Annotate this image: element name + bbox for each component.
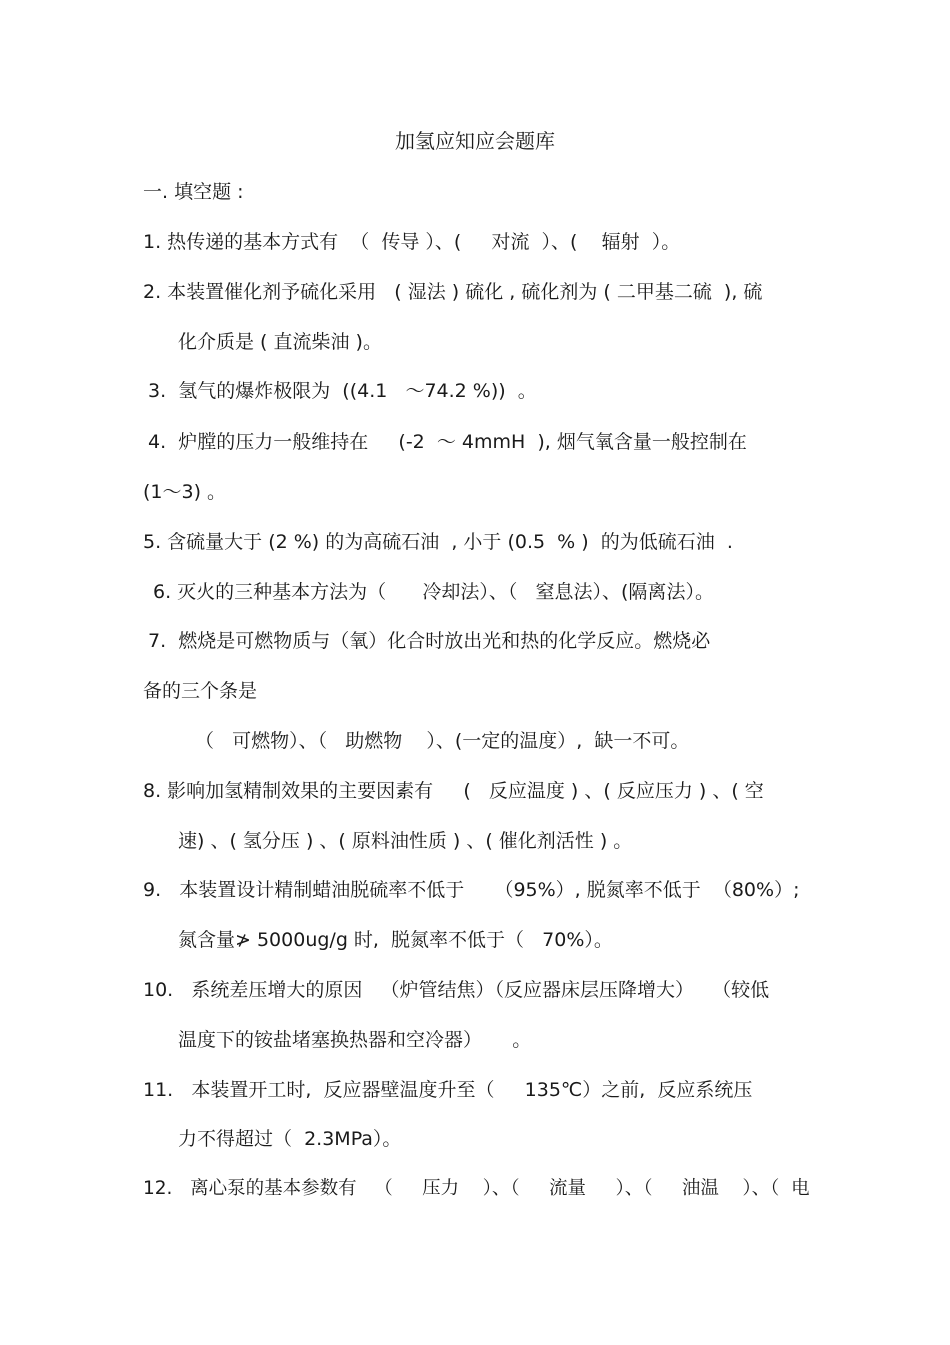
question-10: 10. 系统差压增大的原因 （炉管结焦）（反应器床层压降增大） （较低 (143, 979, 770, 1001)
question-6: 6. 灭火的三种基本方法为（ 冷却法）、（ 窒息法）、(隔离法）。 (153, 581, 714, 603)
section-heading: 一. 填空题 : (143, 181, 244, 203)
question-11: 11. 本装置开工时, 反应器壁温度升至（ 135℃）之前, 反应系统压 (143, 1079, 753, 1101)
question-7-answer: （ 可燃物）、（ 助燃物 ）、(一定的温度）, 缺一不可。 (195, 730, 690, 752)
question-4: 4. 炉膛的压力一般维持在 (-2 ～ 4mmH ), 烟气氧含量一般控制在 (148, 431, 747, 453)
question-7: 7. 燃烧是可燃物质与（氧）化合时放出光和热的化学反应。燃烧必 (148, 630, 711, 652)
question-8: 8. 影响加氢精制效果的主要因素有 ( 反应温度 ) 、( 反应压力 ) 、( 空 (143, 780, 764, 802)
document-title: 加氢应知应会题库 (395, 129, 555, 153)
question-10-continued: 温度下的铵盐堵塞换热器和空冷器） 。 (178, 1029, 532, 1051)
question-9: 9. 本装置设计精制蜡油脱硫率不低于 （95%）, 脱氮率不低于 （80%）; (143, 879, 800, 901)
question-1: 1. 热传递的基本方式有 （ 传导 ）、( 对流 ）、( 辐射 ）。 (143, 231, 681, 253)
question-2: 2. 本装置催化剂予硫化采用 ( 湿法 ) 硫化 , 硫化剂为 ( 二甲基二硫 ), 硫 (143, 281, 763, 303)
question-5: 5. 含硫量大于 (2 %) 的为高硫石油 , 小于 (0.5 % ) 的为低硫石油 . (143, 531, 733, 553)
question-3: 3. 氢气的爆炸极限为 ((4.1 ～74.2 %)) 。 (148, 380, 537, 402)
question-2-continued: 化介质是 ( 直流柴油 )。 (178, 331, 382, 353)
question-8-continued: 速) 、( 氢分压 ) 、( 原料油性质 ) 、( 催化剂活性 ) 。 (178, 830, 633, 852)
question-7-continued: 备的三个条是 (143, 680, 258, 702)
question-12: 12. 离心泵的基本参数有 （ 压力 ）、（ 流量 ）、（ 油温 ）、（ 电 (143, 1178, 810, 1199)
question-9-continued: 氮含量≯ 5000ug/g 时, 脱氮率不低于（ 70%）。 (178, 929, 613, 951)
question-4-continued: (1～3) 。 (143, 481, 227, 503)
question-11-continued: 力不得超过（ 2.3MPa）。 (178, 1128, 402, 1150)
